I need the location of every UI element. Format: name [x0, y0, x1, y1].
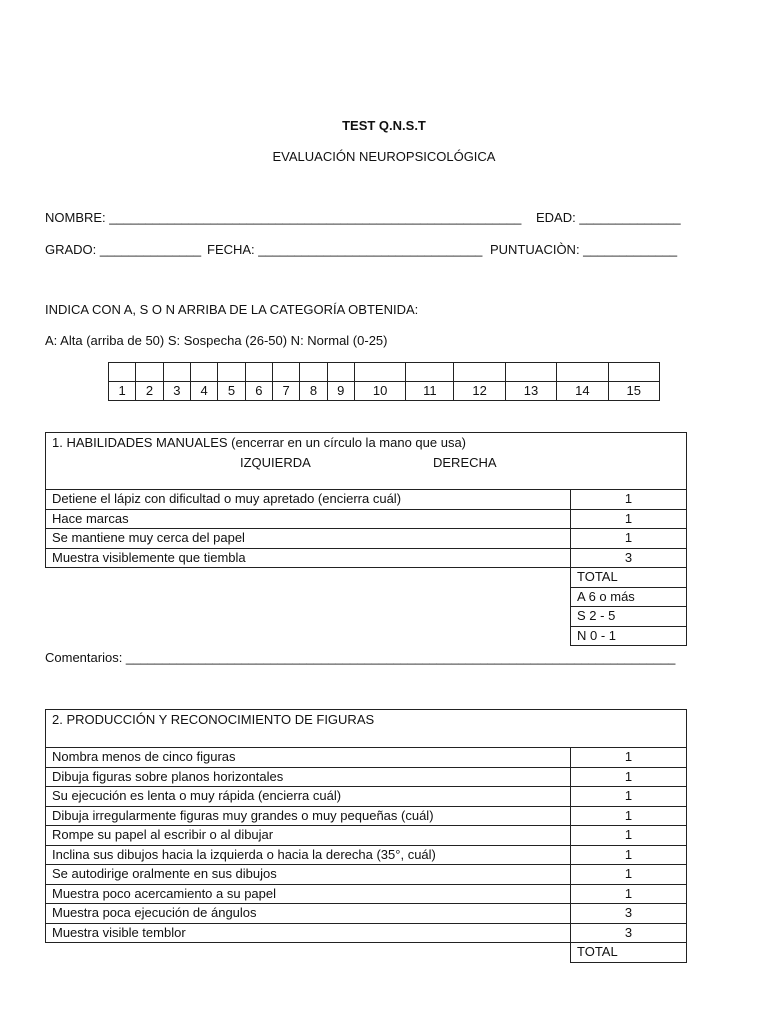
- comentarios-field: Comentarios: ____________________________________________________________________________: [45, 650, 676, 665]
- scale-mark-row: [109, 363, 660, 382]
- scale-number: 13: [505, 382, 556, 401]
- scale-mark-cell: [406, 363, 454, 382]
- scale-number: 3: [163, 382, 190, 401]
- item-text: Hace marcas: [46, 509, 571, 529]
- scale-number: 5: [218, 382, 245, 401]
- nombre-field: NOMBRE: _________________________________________________________: [45, 210, 522, 225]
- section1-table: [45, 489, 687, 646]
- item-score: 1: [571, 509, 687, 529]
- item-text: Se mantiene muy cerca del papel: [46, 529, 571, 549]
- scale-mark-cell: [163, 363, 190, 382]
- scale-mark-cell: [109, 363, 136, 382]
- table-row: [46, 490, 687, 510]
- scale-number: 10: [354, 382, 405, 401]
- table-row: [46, 767, 687, 787]
- table-row: [46, 923, 687, 943]
- scale-mark-cell: [300, 363, 327, 382]
- scale-mark-cell: [190, 363, 217, 382]
- scale-number: 14: [557, 382, 608, 401]
- scale-number: 15: [608, 382, 659, 401]
- range-s: S 2 - 5: [571, 607, 687, 627]
- page-subtitle: EVALUACIÓN NEUROPSICOLÓGICA: [272, 149, 496, 164]
- table-row: [46, 509, 687, 529]
- edad-field: EDAD: ______________: [536, 210, 681, 225]
- scale-mark-cell: [272, 363, 299, 382]
- item-score: 1: [571, 806, 687, 826]
- scale-number: 4: [190, 382, 217, 401]
- scale-number: 6: [245, 382, 272, 401]
- hand-right-option: DERECHA: [433, 455, 497, 470]
- scale-number: 8: [300, 382, 327, 401]
- section2-header-box: [45, 709, 687, 748]
- table-row: [46, 845, 687, 865]
- item-score: 3: [571, 923, 687, 943]
- table-row: [46, 548, 687, 568]
- total-label: TOTAL: [571, 943, 687, 963]
- puntuacion-field: PUNTUACIÒN: _____________: [490, 242, 678, 257]
- scale-number: 1: [109, 382, 136, 401]
- scale-number: 11: [406, 382, 454, 401]
- table-row: [46, 904, 687, 924]
- item-text: Dibuja figuras sobre planos horizontales: [46, 767, 571, 787]
- hand-left-option: IZQUIERDA: [240, 455, 311, 470]
- scale-number: 9: [327, 382, 354, 401]
- table-row: [46, 826, 687, 846]
- item-text: Se autodirige oralmente en sus dibujos: [46, 865, 571, 885]
- item-text: Muestra visible temblor: [46, 923, 571, 943]
- scale-mark-cell: [454, 363, 505, 382]
- scale-mark-cell: [557, 363, 608, 382]
- item-text: Inclina sus dibujos hacia la izquierda o hacia la derecha (35°, cuál): [46, 845, 571, 865]
- legend-text: A: Alta (arriba de 50) S: Sospecha (26-50) N: Normal (0-25): [45, 333, 388, 348]
- item-score: 1: [571, 529, 687, 549]
- item-score: 1: [571, 884, 687, 904]
- item-score: 1: [571, 826, 687, 846]
- scale-number: 12: [454, 382, 505, 401]
- item-text: Rompe su papel al escribir o al dibujar: [46, 826, 571, 846]
- scale-number: 2: [136, 382, 163, 401]
- total-row: [46, 568, 687, 588]
- item-score: 1: [571, 787, 687, 807]
- section1-header-box: [45, 432, 687, 490]
- section2-heading: 2. PRODUCCIÓN Y RECONOCIMIENTO DE FIGURAS: [52, 712, 375, 727]
- table-row: [46, 865, 687, 885]
- item-score: 3: [571, 904, 687, 924]
- item-score: 1: [571, 490, 687, 510]
- table-row: [46, 806, 687, 826]
- item-text: Muestra poca ejecución de ángulos: [46, 904, 571, 924]
- scale-mark-cell: [218, 363, 245, 382]
- scale-mark-cell: [245, 363, 272, 382]
- section1-heading: 1. HABILIDADES MANUALES (encerrar en un círculo la mano que usa): [52, 435, 467, 450]
- range-n: N 0 - 1: [571, 626, 687, 646]
- instruction-text: INDICA CON A, S O N ARRIBA DE LA CATEGORÍA OBTENIDA:: [45, 302, 419, 317]
- table-row: [46, 787, 687, 807]
- total-row: [46, 943, 687, 963]
- section2-table: [45, 747, 687, 963]
- scale-mark-cell: [327, 363, 354, 382]
- score-scale-table: [108, 362, 660, 401]
- scale-mark-cell: [608, 363, 659, 382]
- table-row: [46, 748, 687, 768]
- item-text: Su ejecución es lenta o muy rápida (encierra cuál): [46, 787, 571, 807]
- item-score: 1: [571, 767, 687, 787]
- scale-mark-cell: [354, 363, 405, 382]
- scale-number-row: [109, 382, 660, 401]
- item-score: 1: [571, 845, 687, 865]
- item-score: 1: [571, 748, 687, 768]
- item-text: Nombra menos de cinco figuras: [46, 748, 571, 768]
- scale-mark-cell: [136, 363, 163, 382]
- item-text: Muestra visiblemente que tiembla: [46, 548, 571, 568]
- item-text: Detiene el lápiz con dificultad o muy apretado (encierra cuál): [46, 490, 571, 510]
- grado-field: GRADO: ______________: [45, 242, 202, 257]
- scale-mark-cell: [505, 363, 556, 382]
- range-row: [46, 587, 687, 607]
- table-row: [46, 884, 687, 904]
- total-label: TOTAL: [571, 568, 687, 588]
- item-text: Dibuja irregularmente figuras muy grandes o muy pequeñas (cuál): [46, 806, 571, 826]
- item-score: 3: [571, 548, 687, 568]
- scale-number: 7: [272, 382, 299, 401]
- fecha-field: FECHA: _______________________________: [207, 242, 483, 257]
- range-a: A 6 o más: [571, 587, 687, 607]
- item-text: Muestra poco acercamiento a su papel: [46, 884, 571, 904]
- table-row: [46, 529, 687, 549]
- range-row: [46, 607, 687, 627]
- range-row: [46, 626, 687, 646]
- item-score: 1: [571, 865, 687, 885]
- page-title: TEST Q.N.S.T: [342, 118, 426, 133]
